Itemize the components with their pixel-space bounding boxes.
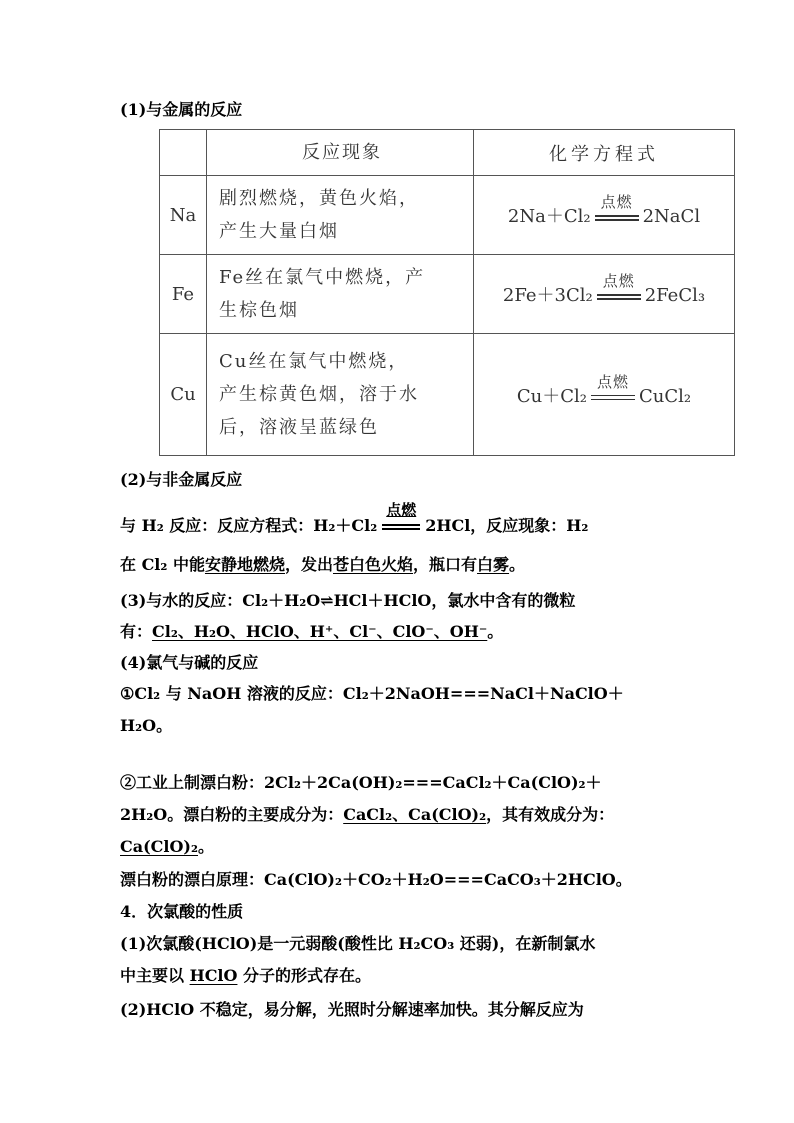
answer-blank: 白雾 <box>477 555 510 574</box>
reaction-arrow <box>595 272 643 304</box>
equation-cell <box>474 255 735 334</box>
header-phenomenon: 反应现象 <box>207 130 474 176</box>
phenomenon-line: Fe丝在氯气中燃烧，产 <box>219 267 426 288</box>
text-run: 分子的形式存在。 <box>237 966 372 985</box>
section4-item1-line1: ①Cl₂ 与 NaOH 溶液的反应：Cl₂＋2NaOH===NaCl＋NaClO＋ <box>120 684 624 703</box>
section5-p1-line1: (1)次氯酸(HClO)是一元弱酸(酸性比 H₂CO₃ 还弱)，在新制氯水 <box>120 934 596 953</box>
section4-heading: (4)氯气与碱的反应 <box>120 653 259 672</box>
reaction-arrow <box>593 193 641 225</box>
text-run: 2H₂O。漂白粉的主要成分为： <box>120 805 344 824</box>
header-equation: 化学方程式 <box>474 130 735 176</box>
phenomenon-line: 生棕色烟 <box>219 300 299 321</box>
text-run: 。 <box>487 622 504 641</box>
h2-reaction-prefix: 与 H₂ 反应：反应方程式：H₂＋Cl₂ <box>120 516 378 535</box>
answer-blank: Cl₂、H₂O、HClO、H⁺、Cl⁻、ClO⁻、OH⁻ <box>152 622 488 641</box>
phenomenon-cell <box>207 176 474 255</box>
text-run: ，发出 <box>284 555 333 574</box>
h2-reaction-suffix: 2HCl，反应现象：H₂ <box>425 516 589 535</box>
table-row <box>160 334 735 456</box>
section3-line1: (3)与水的反应：Cl₂＋H₂O⇌HCl＋HClO，氯水中含有的微粒 <box>120 591 576 610</box>
metal-reaction-table <box>159 129 735 456</box>
section4-item2-line2 <box>120 805 680 825</box>
section2-line2 <box>120 555 680 575</box>
reaction-condition: 点燃 <box>600 193 633 211</box>
equation-right: 2FeCl₃ <box>644 285 706 306</box>
equation-cell <box>474 334 735 456</box>
section2-heading: (2)与非金属反应 <box>120 470 243 489</box>
equation-left: 2Na＋Cl₂ <box>507 206 591 227</box>
answer-blank: CaCl₂、Ca(ClO)₂ <box>343 805 487 824</box>
phenomenon-line: 剧烈燃烧，黄色火焰， <box>219 188 419 209</box>
table-row <box>160 176 735 255</box>
phenomenon-line: 产生棕黄色烟，溶于水 <box>219 384 419 405</box>
section3-line2 <box>120 622 680 642</box>
phenomenon-line: 产生大量白烟 <box>219 221 339 242</box>
text-run: 中主要以 <box>120 966 190 985</box>
equation-cell <box>474 176 735 255</box>
section5-p1-line2 <box>120 966 680 986</box>
equation-left: Cu＋Cl₂ <box>516 385 587 407</box>
header-blank <box>160 130 207 176</box>
text-run: ，瓶口有 <box>413 555 478 574</box>
answer-blank: 安静地燃烧 <box>204 555 285 574</box>
metal-cell: Cu <box>160 334 207 456</box>
metal-cell: Fe <box>160 255 207 334</box>
bleaching-principle: 漂白粉的漂白原理：Ca(ClO)₂＋CO₂＋H₂O===CaCO₃＋2HClO。 <box>120 870 632 889</box>
answer-blank: HClO <box>189 966 238 985</box>
metal-cell: Na <box>160 176 207 255</box>
section2-line1 <box>120 501 680 536</box>
reaction-condition: 点燃 <box>596 372 629 391</box>
text-run: 在 Cl₂ 中能 <box>120 555 205 574</box>
section5-heading: 4．次氯酸的性质 <box>120 902 244 921</box>
text-run: 。 <box>509 555 526 574</box>
text-run: ，其有效成分为： <box>486 805 615 824</box>
reaction-arrow <box>589 372 637 405</box>
phenomenon-line: 后，溶液呈蓝绿色 <box>219 417 379 438</box>
answer-blank: Ca(ClO)₂ <box>120 837 198 856</box>
equation-right: 2NaCl <box>642 206 701 227</box>
reaction-arrow <box>380 501 422 534</box>
section5-p2-line1: (2)HClO 不稳定，易分解，光照时分解速率加快。其分解反应为 <box>120 1000 584 1019</box>
equation-right: CuCl₂ <box>639 385 692 407</box>
phenomenon-cell <box>207 334 474 456</box>
table-header-row <box>160 130 735 176</box>
text-run: 。 <box>198 837 215 856</box>
phenomenon-line: Cu丝在氯气中燃烧， <box>219 351 409 372</box>
reaction-condition: 点燃 <box>386 501 417 519</box>
section4-item1-line2: H₂O。 <box>120 716 173 735</box>
section4-item2-line3 <box>120 837 680 857</box>
equation-left: 2Fe＋3Cl₂ <box>502 285 593 306</box>
section1-heading: (1)与金属的反应 <box>120 100 243 119</box>
phenomenon-cell <box>207 255 474 334</box>
text-run: 有： <box>120 622 153 641</box>
reaction-condition: 点燃 <box>602 272 635 290</box>
table-row <box>160 255 735 334</box>
answer-blank: 苍白色火焰 <box>333 555 414 574</box>
section4-item2-line1: ②工业上制漂白粉：2Cl₂＋2Ca(OH)₂===CaCl₂＋Ca(ClO)₂＋ <box>120 773 602 792</box>
